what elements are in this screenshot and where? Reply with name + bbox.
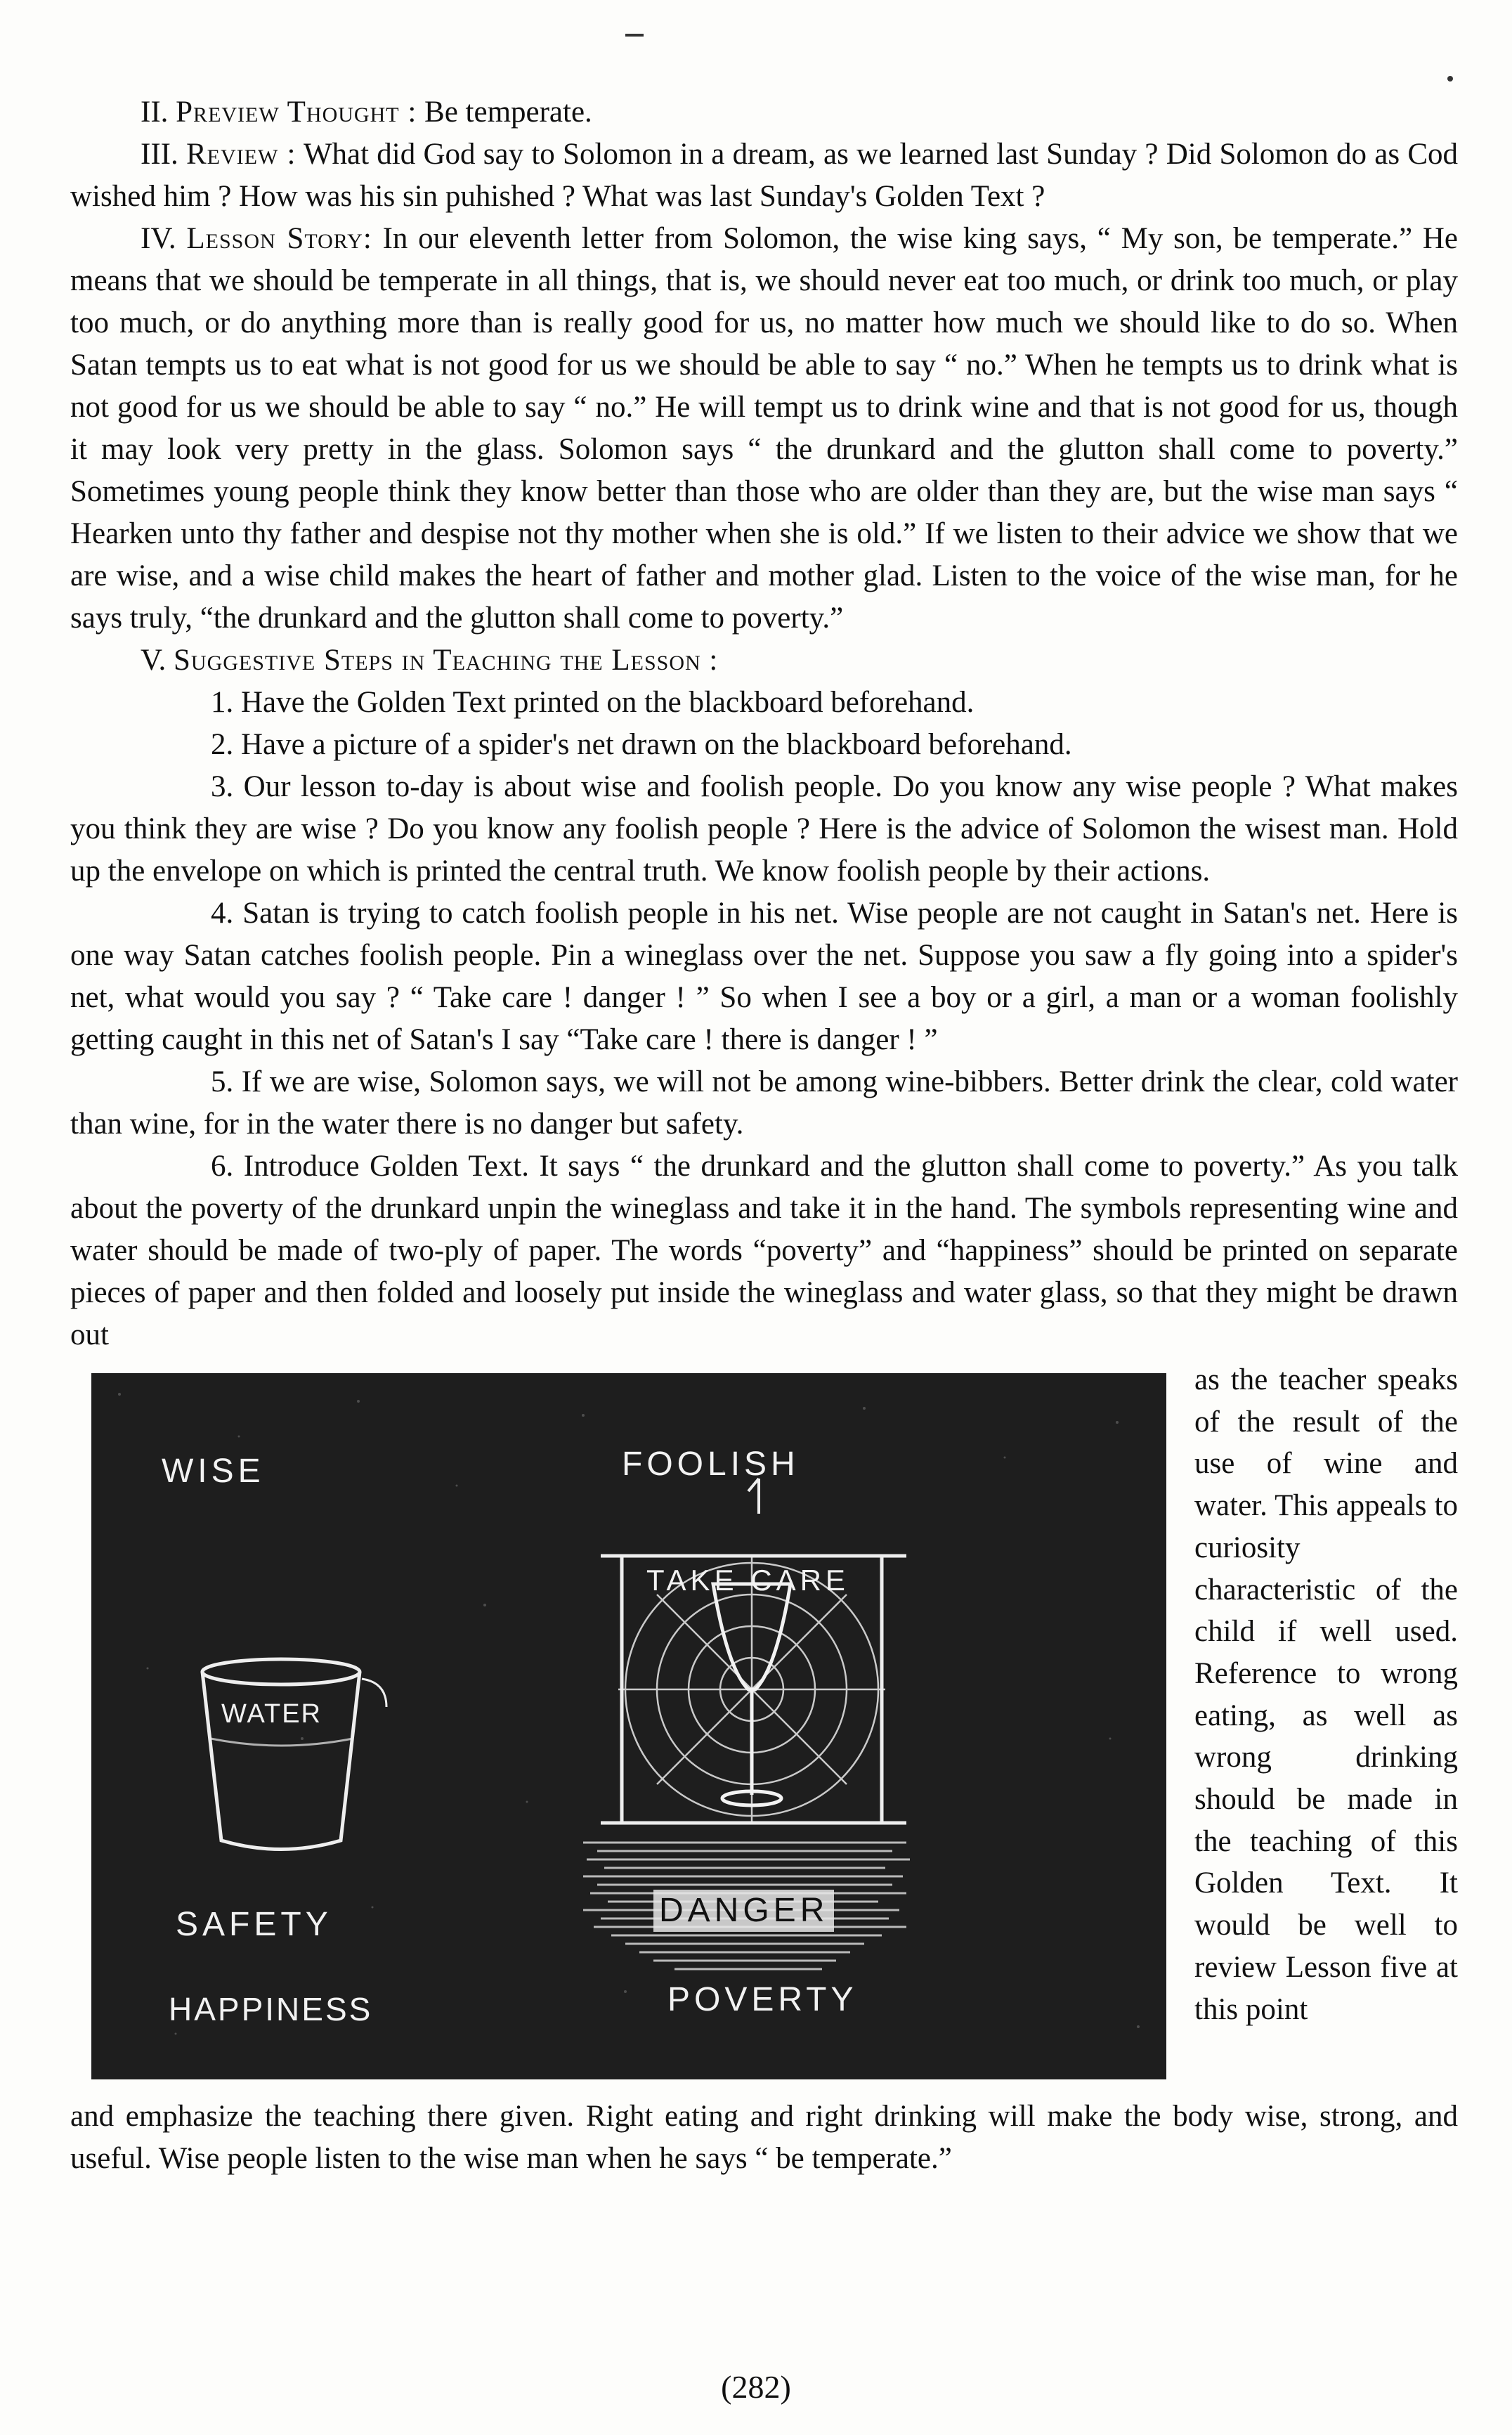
label-happiness: HAPPINESS	[169, 1991, 373, 2027]
step-item: 2. Have a picture of a spider's net drawn on the blackboard beforehand.	[211, 728, 1072, 761]
blackboard-illustration	[91, 1373, 1166, 2079]
step-item: 3. Our lesson to-day is about wise and foolish people. Do you know any wise people ? What makes you think they are wise ? Do you know any foolish people ? Here is the advice of Solomon the wisest man. Hold up the envelope on which is printed the central truth. We know foolish people by their actions.	[70, 770, 1458, 888]
step-item: 1. Have the Golden Text printed on the blackboard beforehand.	[211, 686, 975, 719]
label-danger: DANGER	[653, 1890, 834, 1932]
steps-heading-line: V. Suggestive Steps in Teaching the Lesson :	[141, 644, 719, 677]
label-poverty: POVERTY	[667, 1981, 858, 2018]
label-foolish: FOOLISH	[622, 1446, 800, 1483]
preview-text: Be temperate.	[424, 96, 592, 129]
step-item: 6. Introduce Golden Text. It says “ the drunkard and the glutton shall come to poverty.” As you talk about the poverty of the drunkard unpin the wineglass and take it in the hand. The symbols representing wine and water should be made of two-ply of paper. The words “poverty” and “happiness” should be printed on separate pieces of paper and then folded and loosely put inside the wineglass and water glass, so that they might be drawn out	[70, 1150, 1459, 1351]
review-heading: Review :	[185, 138, 296, 171]
step-item: 4. Satan is trying to catch foolish people in his net. Wise people are not caught in Satan's net. Here is one way Satan catches foolish people. Pin a wineglass over the net. Suppose you saw a fly going into a spider's net, what would you say ? “ Take care ! danger ! ” So when I see a boy or a girl, a man or a woman foolishly getting caught in this net of Satan's I say “Take care ! there is danger ! ”	[70, 897, 1459, 1056]
water-glass-icon	[202, 1659, 386, 1850]
preview-thought: II. Preview Thought : Be temperate.	[141, 96, 592, 129]
label-wise: WISE	[162, 1453, 265, 1490]
figure-section	[70, 1359, 1458, 2096]
label-take-care: TAKE CARE	[646, 1564, 849, 1597]
closing-text: and emphasize the teaching there given. Right eating and right drinking will make the body wise, strong, and useful. Wise people listen to the wise man when he says “ be temperate.”	[70, 2100, 1458, 2175]
wrapped-text: as the teacher speaks of the result of the use of wine and water. This appeals to curiosity characteristic of the child if well used. Reference to wrong eating, as well as wrong drinking should be made in the teaching of this Golden Text. It would be well to review Lesson five at this point	[1194, 1363, 1458, 2026]
page-content	[70, 91, 1458, 2180]
label-safety: SAFETY	[176, 1906, 332, 1943]
review-text: What did God say to Solomon in a dream, as we learned last Sunday ? Did Solomon do as Cod wished him ? How was his sin puhished ? What was last Sunday's Golden Text ?	[70, 138, 1459, 213]
step-item: 5. If we are wise, Solomon says, we will not be among wine-bibbers. Better drink the clear, cold water than wine, for in the water there is no danger but safety.	[70, 1065, 1458, 1141]
lesson-story: IV. Lesson Story: In our eleventh letter from Solomon, the wise king says, “ My son, be temperate.” He means that we should be temperate in all things, that is, we should never eat too much, or drink too much, or play too much, or do anything more than is really good for us, no matter how much we should like to do so. When Satan tempts us to eat what is not good for us we should be able to say “ no.” When he tempts us to drink what is not good for us we should be able to say “ no.” He will tempt us to drink wine and that is not good for us, though it may look very pretty in the glass. Solomon says “ the drunkard and the glutton shall come to poverty.” Sometimes young people think they know better than those who are older than they are, but the wise man says “ Hearken unto thy father and despise not thy mother when she is old.” If we listen to their advice we show that we are wise, and a wise child makes the heart of father and mother glad. Listen to the voice of the wise man, for he says truly, “the drunkard and the glutton shall come to poverty.”	[70, 222, 1458, 635]
stray-mark	[1447, 76, 1453, 82]
label-water: WATER	[221, 1699, 322, 1729]
lesson-story-heading: Lesson Story:	[186, 222, 372, 255]
lesson-story-text: In our eleventh letter from Solomon, the wise king says, “ My son, be temperate.” He means that we should be temperate in all things, that is, we should never eat too much, or drink too much, or play too much, or do anything more than is really good for us, no matter how much we should like to do so. When Satan tempts us to eat what is not good for us we should be able to say “ no.” When he tempts us to drink what is not good for us we should be able to say “ no.” He will tempt us to drink wine and that is not good for us, though it may look very pretty in the glass. Solomon says “ the drunkard and the glutton shall come to poverty.” Sometimes young people think they know better than those who are older than they are, but the wise man says “ Hearken unto thy father and despise not thy mother when she is old.” If we listen to their advice we show that we are wise, and a wise child makes the heart of father and mother glad. Listen to the voice of the wise man, for he says truly, “the drunkard and the glutton shall come to poverty.”	[70, 222, 1458, 635]
page-number: (282)	[721, 2369, 791, 2405]
review-section: III. Review : What did God say to Solomon in a dream, as we learned last Sunday ? Did Solomon do as Cod wished him ? How was his sin puhished ? What was last Sunday's Golden Text ?	[70, 138, 1459, 213]
stray-mark	[625, 34, 644, 37]
steps-heading: Suggestive Steps in Teaching the Lesson :	[174, 644, 719, 677]
preview-heading: Preview Thought :	[176, 96, 417, 129]
